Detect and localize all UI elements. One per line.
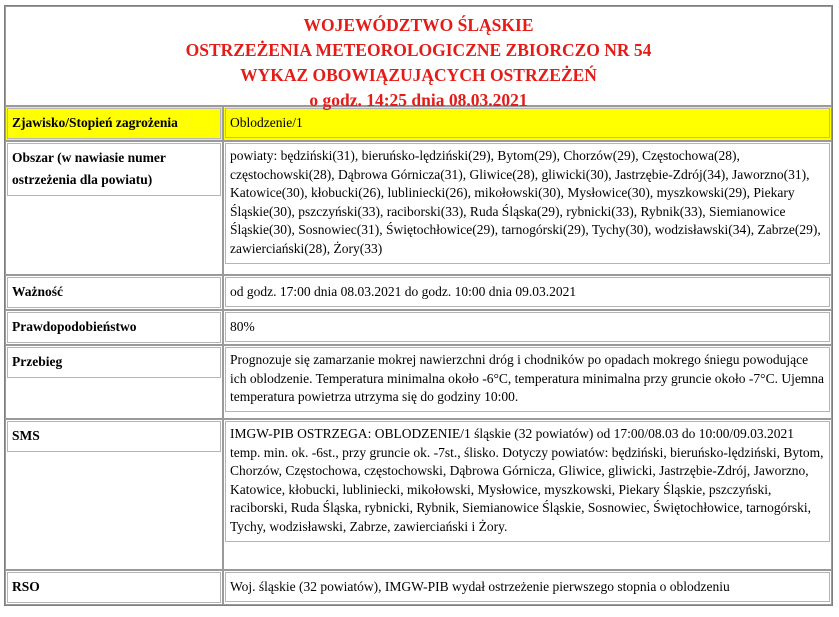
- value-course: Prognozuje się zamarzanie mokrej nawierzchni dróg i chodników po opadach mokrego śniegu powodujące ich oblodzenie. Temperatura minimalna około -6°C, temperatura minimalna przy gruncie około -7°C. Ujemna temperatura powietrza utrzyma się do godziny 10:00.: [225, 347, 830, 412]
- value-cell-rso: [223, 570, 832, 605]
- warning-document: [4, 5, 831, 606]
- label-validity: Ważność: [7, 277, 221, 308]
- value-cell-course: [223, 345, 832, 419]
- row-rso: [5, 570, 832, 605]
- label-rso: RSO: [7, 572, 221, 603]
- value-cell-probability: [223, 310, 832, 345]
- label-course: Przebieg: [7, 347, 221, 378]
- warning-table: [4, 5, 833, 606]
- row-course: [5, 345, 832, 419]
- header-row: [5, 6, 832, 106]
- value-area: powiaty: będziński(31), bieruńsko-lędziński(29), Bytom(29), Chorzów(29), Częstochowa(28), częstochowski(28), Dąbrowa Górnicza(31), Gliwice(28), gliwicki(30), Jastrzębie-Zdrój(34), Jaworzno(31), Katowice(30), kłobucki(26), lubliniecki(26), mikołowski(30), Mysłowice(30), myszkowski(29), Piekary Śląskie(30), pszczyński(33), raciborski(33), Ruda Śląska(29), rybnicki(33), Rybnik(33), Siemianowice Śląskie(30), Sosnowiec(31), Świętochłowice(29), tarnogórski(29), Tychy(30), wodzisławski(34), Zabrze(29), zawierciański(28), Żory(33): [225, 143, 830, 264]
- value-cell-area: [223, 141, 832, 275]
- row-area: [5, 141, 832, 275]
- label-cell-probability: [5, 310, 223, 345]
- value-phenomenon: Oblodzenie/1: [225, 108, 830, 138]
- value-validity: od godz. 17:00 dnia 08.03.2021 do godz. 10:00 dnia 09.03.2021: [225, 277, 830, 307]
- value-rso: Woj. śląskie (32 powiatów), IMGW-PIB wydał ostrzeżenie pierwszego stopnia o oblodzeniu: [225, 572, 830, 602]
- label-cell-course: [5, 345, 223, 419]
- header-region: WOJEWÓDZTWO ŚLĄSKIE: [303, 15, 534, 35]
- label-cell-area: [5, 141, 223, 275]
- row-probability: [5, 310, 832, 345]
- label-phenomenon: Zjawisko/Stopień zagrożenia: [7, 108, 221, 139]
- header-cell: [5, 6, 832, 110]
- label-cell-validity: [5, 275, 223, 310]
- label-cell-rso: [5, 570, 223, 605]
- label-sms: SMS: [7, 421, 221, 452]
- row-validity: [5, 275, 832, 310]
- value-probability: 80%: [225, 312, 830, 342]
- header-list-title: WYKAZ OBOWIĄZUJĄCYCH OSTRZEŻEŃ: [240, 65, 597, 85]
- value-cell-validity: [223, 275, 832, 310]
- row-sms: [5, 419, 832, 570]
- value-sms: IMGW-PIB OSTRZEGA: OBLODZENIE/1 śląskie (32 powiatów) od 17:00/08.03 do 10:00/09.03.2021 temp. min. ok. -6st., przy gruncie ok. -7st., ślisko. Dotyczy powiatów: będziński, bieruńsko-lędziński, Bytom, Chorzów, Częstochowa, częstochowski, Dąbrowa Górnicza, Gliwice, gliwicki, Jastrzębie-Zdrój, Jaworzno, Katowice, kłobucki, lubliniecki, mikołowski, Mysłowice, myszkowski, Piekary Śląskie, pszczyński, raciborski, Ruda Śląska, rybnicki, Rybnik, Siemianowice Śląskie, Sosnowiec, Świętochłowice, tarnogórski, Tychy, wodzisławski, Zabrze, zawierciański i Żory.: [225, 421, 830, 542]
- header-bulletin-title: OSTRZEŻENIA METEOROLOGICZNE ZBIORCZO NR 54: [185, 40, 652, 60]
- label-area: Obszar (w nawiasie numer ostrzeżenia dla powiatu): [7, 143, 221, 196]
- label-probability: Prawdopodobieństwo: [7, 312, 221, 343]
- label-cell-phenomenon: [5, 106, 223, 141]
- value-cell-sms: [223, 419, 832, 570]
- header-timestamp: o godz. 14:25 dnia 08.03.2021: [309, 90, 528, 110]
- label-cell-sms: [5, 419, 223, 570]
